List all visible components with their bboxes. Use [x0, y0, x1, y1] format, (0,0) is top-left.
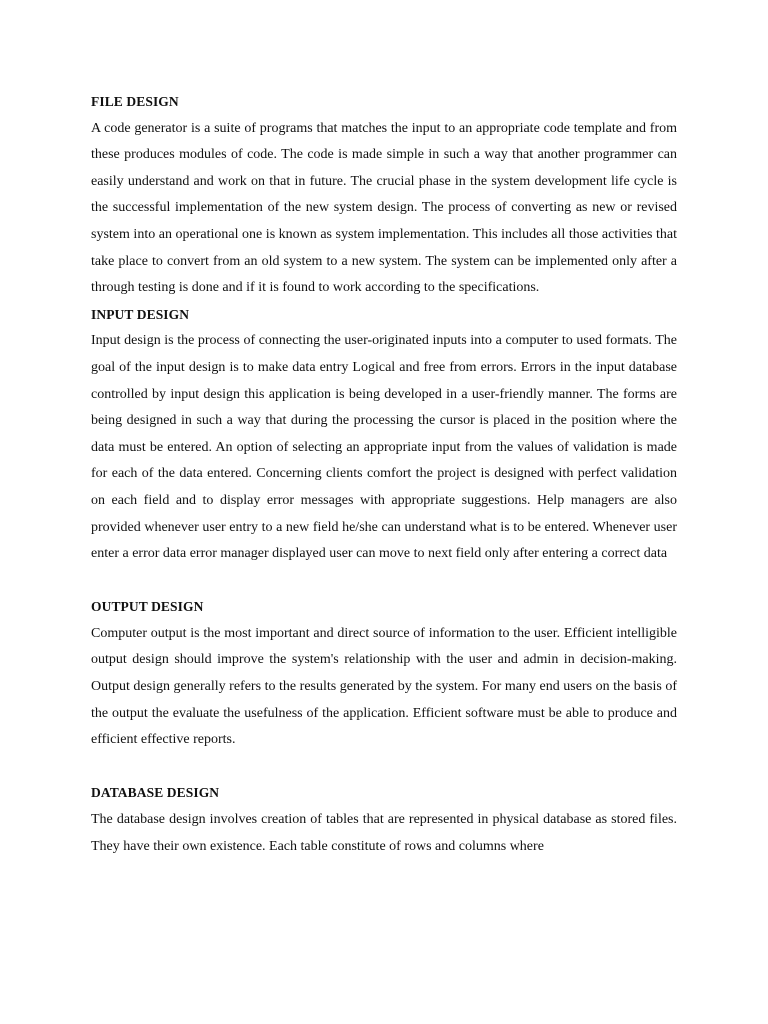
section-body-output-design: Computer output is the most important and direct source of information to the user. Efficient intelligible output design should improve the system's relationship with the user and admin in decision-making. Output design generally refers to the results generated by the system. For many end users on the basis of the output the evaluate the usefulness of the application. Efficient software must be able to produce and efficient effective reports.	[91, 625, 677, 748]
section-spacer	[91, 568, 677, 595]
section-spacer	[91, 754, 677, 781]
section-body-file-design: A code generator is a suite of programs that matches the input to an appropriate code template and from these produces modules of code. The code is made simple in such a way that another programmer can easily understand and work on that in future. The crucial phase in the system development life cycle is the successful implementation of the new system design. The process of converting as new or revised system into an operational one is known as system implementation. This includes all those activities that take place to convert from an old system to a new system. The system can be implemented only after a through testing is done and if it is found to work according to the specifications.	[91, 120, 677, 296]
section-body-input-design: Input design is the process of connecting the user-originated inputs into a computer to used formats. The goal of the input design is to make data entry Logical and free from errors. Errors in the input database controlled by input design this application is being developed in a user-friendly manner. The forms are being designed in such a way that during the processing the cursor is placed in the position where the data must be entered. An option of selecting an appropriate input from the values of validation is made for each of the data entered. Concerning clients comfort the project is designed with perfect validation on each field and to display error messages with appropriate suggestions. Help managers are also provided whenever user entry to a new field he/she can understand what is to be entered. Whenever user enter a error data error manager displayed user can move to next field only after entering a correct data	[91, 333, 677, 562]
section-heading-input-design: INPUT DESIGN	[91, 306, 190, 322]
section-body-database-design: The database design involves creation of tables that are represented in physical database as stored files. They have their own existence. Each table constitute of rows and columns where	[91, 812, 677, 854]
section-heading-output-design: OUTPUT DESIGN	[91, 599, 204, 615]
section-heading-database-design: DATABASE DESIGN	[91, 785, 220, 801]
document-page	[91, 89, 677, 860]
section-heading-file-design: FILE DESIGN	[91, 94, 179, 109]
